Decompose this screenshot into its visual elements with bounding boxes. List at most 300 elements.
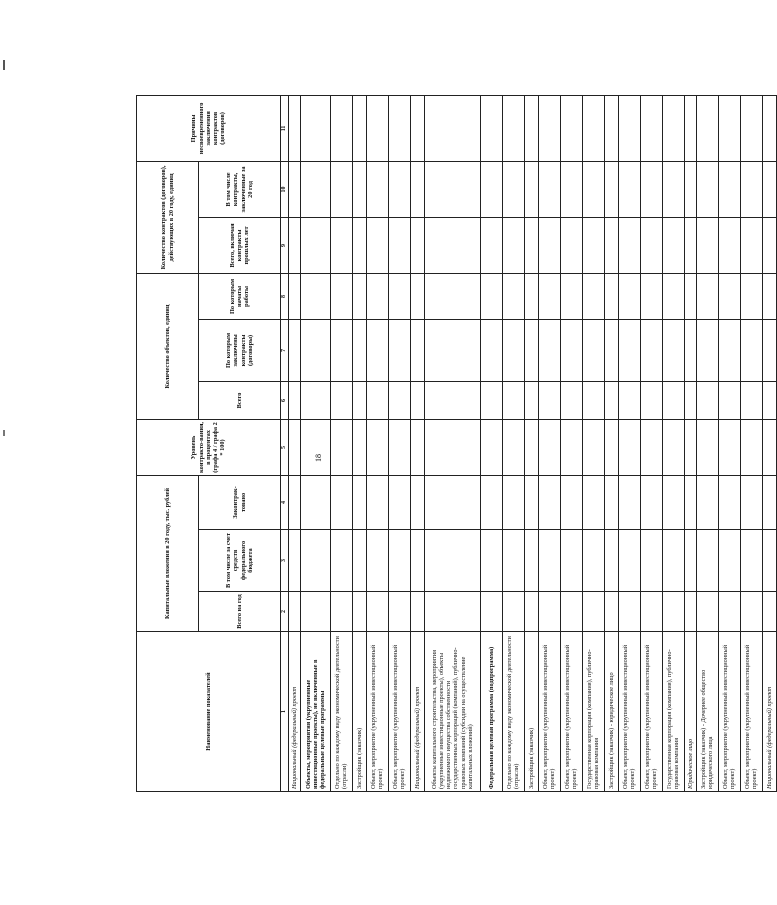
table-cell <box>718 419 740 475</box>
table-cell <box>424 592 480 632</box>
table-cell <box>696 419 718 475</box>
table-cell <box>410 381 424 419</box>
row-label: Застройщик (заказчик) - юридическое лицо <box>604 632 618 792</box>
table-row <box>388 95 410 791</box>
table-cell <box>662 381 684 419</box>
table-cell <box>618 273 640 319</box>
table-cell <box>538 592 560 632</box>
row-label: Отдельно по каждому виду экономической деятельности (отрасли) <box>502 632 524 792</box>
contracts-count-header: Количество контрактов (договоров), действующих в 20 году, единиц <box>137 161 199 273</box>
table-cell <box>618 419 640 475</box>
row-label: Объект, мероприятие (укрупненный инвестиционный проект) <box>718 632 740 792</box>
table-row <box>740 95 762 791</box>
table-cell <box>684 475 696 529</box>
table-cell <box>288 475 300 529</box>
objects-count-header: Количество объектов, единиц <box>137 273 199 419</box>
objects-total-header: Всего <box>199 381 281 419</box>
table-cell <box>480 592 502 632</box>
column-number: 10 <box>281 161 289 217</box>
table-cell <box>640 530 662 592</box>
table-cell <box>424 319 480 381</box>
table-cell <box>288 217 300 273</box>
table-cell <box>352 217 366 273</box>
row-label: Отдельно по каждому виду экономической деятельности (отрасли) <box>330 632 352 792</box>
table-cell <box>330 381 352 419</box>
table-cell <box>352 419 366 475</box>
table-cell <box>352 530 366 592</box>
table-cell <box>662 161 684 217</box>
table-cell <box>480 217 502 273</box>
table-cell <box>424 95 480 161</box>
table-cell <box>718 475 740 529</box>
table-cell <box>640 161 662 217</box>
table-cell <box>352 161 366 217</box>
table-cell <box>424 273 480 319</box>
table-cell <box>538 273 560 319</box>
table-cell <box>582 217 604 273</box>
table-cell <box>424 475 480 529</box>
table-cell <box>662 217 684 273</box>
table-row <box>640 95 662 791</box>
table-cell <box>618 319 640 381</box>
table-row <box>762 95 776 791</box>
objects-contracted-header: По которым заключены контракты (договоры) <box>199 319 281 381</box>
column-number: 1 <box>281 632 289 792</box>
table-cell <box>740 319 762 381</box>
table-row <box>330 95 352 791</box>
table-cell <box>560 419 582 475</box>
table-row <box>538 95 560 791</box>
column-number: 7 <box>281 319 289 381</box>
contracted-header: Законтрак-товано <box>199 475 281 529</box>
page-number: 18 <box>314 454 323 462</box>
table-cell <box>538 95 560 161</box>
table-cell <box>696 161 718 217</box>
column-number: 8 <box>281 273 289 319</box>
row-label: Объекты, мероприятия (укрупненные инвестиционные проекты), не включенные в федеральные целевые программы <box>300 632 330 792</box>
table-cell <box>718 592 740 632</box>
table-cell <box>696 217 718 273</box>
table-cell <box>502 592 524 632</box>
table-cell <box>480 319 502 381</box>
table-cell <box>366 161 388 217</box>
table-cell <box>330 319 352 381</box>
table-cell <box>538 530 560 592</box>
table-cell <box>480 161 502 217</box>
column-number-row <box>281 95 289 791</box>
table-cell <box>538 419 560 475</box>
federal-budget-header: В том числе за счет средств федерального бюджета <box>199 530 281 592</box>
table-cell <box>300 419 330 475</box>
report-table <box>136 95 777 792</box>
table-cell <box>640 592 662 632</box>
table-cell <box>352 475 366 529</box>
table-cell <box>388 592 410 632</box>
table-cell <box>388 419 410 475</box>
table-cell <box>330 475 352 529</box>
table-cell <box>740 273 762 319</box>
table-cell <box>538 475 560 529</box>
table-cell <box>762 419 776 475</box>
table-cell <box>560 319 582 381</box>
table-cell <box>640 319 662 381</box>
table-cell <box>684 217 696 273</box>
table-cell <box>560 95 582 161</box>
table-cell <box>330 95 352 161</box>
row-label: Национальный (федеральный) проект <box>410 632 424 792</box>
table-cell <box>662 592 684 632</box>
table-cell <box>300 530 330 592</box>
table-cell <box>740 530 762 592</box>
table-row <box>696 95 718 791</box>
table-cell <box>762 381 776 419</box>
table-cell <box>718 381 740 419</box>
table-cell <box>662 273 684 319</box>
table-cell <box>366 381 388 419</box>
table-cell <box>300 592 330 632</box>
table-cell <box>524 592 538 632</box>
table-cell <box>480 419 502 475</box>
table-cell <box>582 273 604 319</box>
table-cell <box>330 161 352 217</box>
table-cell <box>410 161 424 217</box>
table-cell <box>330 217 352 273</box>
table-cell <box>538 381 560 419</box>
row-label: Застройщик (заказчик) - Дочернее общество юридического лица <box>696 632 718 792</box>
table-row <box>366 95 388 791</box>
table-cell <box>684 161 696 217</box>
table-cell <box>524 95 538 161</box>
table-body <box>288 95 776 791</box>
table-cell <box>366 95 388 161</box>
table-cell <box>300 273 330 319</box>
table-cell <box>366 419 388 475</box>
table-cell <box>480 530 502 592</box>
table-cell <box>330 273 352 319</box>
table-cell <box>604 95 618 161</box>
table-row <box>480 95 502 791</box>
total-year-header: Всего на год <box>199 592 281 632</box>
table-cell <box>662 475 684 529</box>
row-label: Федеральная целевая программа (подпрограмма) <box>480 632 502 792</box>
table-cell <box>300 95 330 161</box>
table-cell <box>718 217 740 273</box>
row-label: Застройщик (заказчик) <box>524 632 538 792</box>
table-cell <box>640 273 662 319</box>
table-cell <box>684 95 696 161</box>
table-cell <box>662 530 684 592</box>
table-cell <box>560 592 582 632</box>
contracting-level-header: Уровень контракто-вания, в процентах (графа 4 / графа 2 * 100) <box>137 419 281 475</box>
table-cell <box>662 419 684 475</box>
table-cell <box>560 273 582 319</box>
table-cell <box>718 95 740 161</box>
table-cell <box>524 161 538 217</box>
table-cell <box>424 530 480 592</box>
table-cell <box>762 161 776 217</box>
table-cell <box>388 381 410 419</box>
table-cell <box>582 475 604 529</box>
table-cell <box>524 217 538 273</box>
reasons-header: Причины несвоевременного заключения контрактов (договоров) <box>137 95 281 161</box>
row-label: Государственная корпорация (компания), публично-правовая компания <box>662 632 684 792</box>
col-name-header: Наименование показателей <box>137 632 281 792</box>
table-cell <box>410 319 424 381</box>
table-cell <box>740 95 762 161</box>
table-cell <box>480 381 502 419</box>
table-cell <box>480 95 502 161</box>
table-cell <box>366 217 388 273</box>
table-cell <box>604 475 618 529</box>
table-cell <box>718 273 740 319</box>
table-row <box>604 95 618 791</box>
row-label: Объект, мероприятие (укрупненный инвестиционный проект) <box>618 632 640 792</box>
table-cell <box>388 475 410 529</box>
table-cell <box>388 530 410 592</box>
table-cell <box>410 419 424 475</box>
table-cell <box>524 475 538 529</box>
table-cell <box>662 319 684 381</box>
table-cell <box>618 95 640 161</box>
table-cell <box>366 592 388 632</box>
table-cell <box>410 95 424 161</box>
column-number: 11 <box>281 95 289 161</box>
table-cell <box>288 592 300 632</box>
table-cell <box>502 161 524 217</box>
table-row <box>502 95 524 791</box>
table-cell <box>582 95 604 161</box>
table-cell <box>618 161 640 217</box>
table-cell <box>388 217 410 273</box>
table-cell <box>524 381 538 419</box>
table-cell <box>582 319 604 381</box>
table-cell <box>604 161 618 217</box>
table-cell <box>288 273 300 319</box>
table-cell <box>330 419 352 475</box>
table-cell <box>762 273 776 319</box>
table-cell <box>762 592 776 632</box>
table-cell <box>502 319 524 381</box>
table-cell <box>480 475 502 529</box>
row-label: Застройщик (заказчик) <box>352 632 366 792</box>
table-cell <box>560 530 582 592</box>
table-cell <box>366 475 388 529</box>
table-cell <box>740 217 762 273</box>
table-cell <box>424 419 480 475</box>
table-cell <box>288 381 300 419</box>
table-cell <box>288 95 300 161</box>
table-row <box>424 95 480 791</box>
table-cell <box>618 475 640 529</box>
table-cell <box>288 319 300 381</box>
table-cell <box>696 95 718 161</box>
table-cell <box>352 273 366 319</box>
table-cell <box>410 217 424 273</box>
table-cell <box>388 319 410 381</box>
table-cell <box>366 530 388 592</box>
table-cell <box>604 592 618 632</box>
table-row <box>410 95 424 791</box>
table-row <box>300 95 330 791</box>
row-label: Национальный (федеральный) проект <box>762 632 776 792</box>
table-cell <box>502 419 524 475</box>
table-cell <box>352 95 366 161</box>
table-cell <box>424 161 480 217</box>
table-cell <box>684 319 696 381</box>
table-cell <box>502 475 524 529</box>
table-cell <box>696 319 718 381</box>
table-cell <box>300 381 330 419</box>
row-label: Национальный (федеральный) проект <box>288 632 300 792</box>
table-cell <box>618 381 640 419</box>
column-number: 9 <box>281 217 289 273</box>
table-cell <box>560 161 582 217</box>
row-label: Объект, мероприятие (укрупненный инвестиционный проект) <box>640 632 662 792</box>
table-cell <box>696 592 718 632</box>
table-row <box>718 95 740 791</box>
table-cell <box>524 530 538 592</box>
table-cell <box>762 95 776 161</box>
table-cell <box>604 217 618 273</box>
table-cell <box>684 381 696 419</box>
table-cell <box>300 475 330 529</box>
table-cell <box>640 419 662 475</box>
table-cell <box>640 217 662 273</box>
contracts-year-header: В том числе контракты, заключенные за 20 год <box>199 161 281 217</box>
row-label: Объект, мероприятие (укрупненный инвестиционный проект) <box>388 632 410 792</box>
table-cell <box>538 319 560 381</box>
column-number: 5 <box>281 419 289 475</box>
table-cell <box>718 530 740 592</box>
table-cell <box>560 217 582 273</box>
row-label: Объекты капитального строительства, мероприятия (укрупненные инвестиционные проекты), объекты недвижимого имущества собственности государственных корпораций (компаний), публично-правовых компаний (субсидии на осуществление капитальных вложений) <box>424 632 480 792</box>
column-number: 3 <box>281 530 289 592</box>
table-row <box>662 95 684 791</box>
table-cell <box>618 530 640 592</box>
table-cell <box>330 530 352 592</box>
capital-investment-header: Капитальные вложения в 20 году, тыс. рублей <box>137 475 199 631</box>
table-cell <box>684 419 696 475</box>
table-cell <box>366 319 388 381</box>
table-row <box>582 95 604 791</box>
table-cell <box>538 161 560 217</box>
table-cell <box>718 161 740 217</box>
table-cell <box>524 319 538 381</box>
table-cell <box>352 592 366 632</box>
edge-mark <box>3 430 5 436</box>
table-cell <box>352 381 366 419</box>
table-cell <box>560 381 582 419</box>
table-cell <box>696 475 718 529</box>
table-cell <box>640 95 662 161</box>
table-cell <box>288 419 300 475</box>
column-number: 4 <box>281 475 289 529</box>
table-cell <box>582 530 604 592</box>
table-cell <box>388 161 410 217</box>
table-cell <box>582 381 604 419</box>
column-number: 6 <box>281 381 289 419</box>
table-cell <box>740 161 762 217</box>
table-cell <box>740 475 762 529</box>
table-cell <box>524 419 538 475</box>
objects-started-header: По которым начаты работы <box>199 273 281 319</box>
table-cell <box>740 419 762 475</box>
table-row <box>684 95 696 791</box>
edge-mark <box>3 60 5 70</box>
table-cell <box>388 95 410 161</box>
table-cell <box>388 273 410 319</box>
table-cell <box>480 273 502 319</box>
table-cell <box>288 161 300 217</box>
table-cell <box>604 319 618 381</box>
table-cell <box>410 530 424 592</box>
table-cell <box>410 475 424 529</box>
table-cell <box>330 592 352 632</box>
table-cell <box>684 273 696 319</box>
table-cell <box>300 319 330 381</box>
table-cell <box>684 530 696 592</box>
table-cell <box>618 592 640 632</box>
table-cell <box>410 273 424 319</box>
table-cell <box>762 530 776 592</box>
table-cell <box>604 273 618 319</box>
table-cell <box>696 530 718 592</box>
contracts-total-header: Всего, включая контракты прошлых лет <box>199 217 281 273</box>
table-cell <box>424 217 480 273</box>
table-row <box>560 95 582 791</box>
row-label: Юридическое лицо <box>684 632 696 792</box>
table-row <box>352 95 366 791</box>
table-cell <box>410 592 424 632</box>
table-cell <box>762 217 776 273</box>
table-cell <box>762 475 776 529</box>
table-cell <box>366 273 388 319</box>
table-cell <box>582 161 604 217</box>
table-cell <box>300 217 330 273</box>
table-cell <box>538 217 560 273</box>
table-cell <box>300 161 330 217</box>
table-cell <box>352 319 366 381</box>
row-label: Объект, мероприятие (укрупненный инвестиционный проект) <box>366 632 388 792</box>
table-cell <box>662 95 684 161</box>
table-cell <box>604 381 618 419</box>
table-cell <box>740 381 762 419</box>
rotated-table-container <box>136 96 773 792</box>
table-cell <box>502 381 524 419</box>
table-row <box>618 95 640 791</box>
table-cell <box>604 530 618 592</box>
row-label: Объект, мероприятие (укрупненный инвестиционный проект) <box>538 632 560 792</box>
table-cell <box>740 592 762 632</box>
row-label: Объект, мероприятие (укрупненный инвестиционный проект) <box>560 632 582 792</box>
table-cell <box>618 217 640 273</box>
table-cell <box>424 381 480 419</box>
table-cell <box>696 273 718 319</box>
table-cell <box>502 530 524 592</box>
table-cell <box>502 217 524 273</box>
row-label: Государственная корпорация (компания), публично-правовая компания <box>582 632 604 792</box>
column-number: 2 <box>281 592 289 632</box>
table-cell <box>288 530 300 592</box>
table-cell <box>640 381 662 419</box>
table-cell <box>696 381 718 419</box>
table-cell <box>640 475 662 529</box>
table-cell <box>718 319 740 381</box>
table-cell <box>524 273 538 319</box>
table-row <box>524 95 538 791</box>
table-cell <box>604 419 618 475</box>
table-cell <box>560 475 582 529</box>
